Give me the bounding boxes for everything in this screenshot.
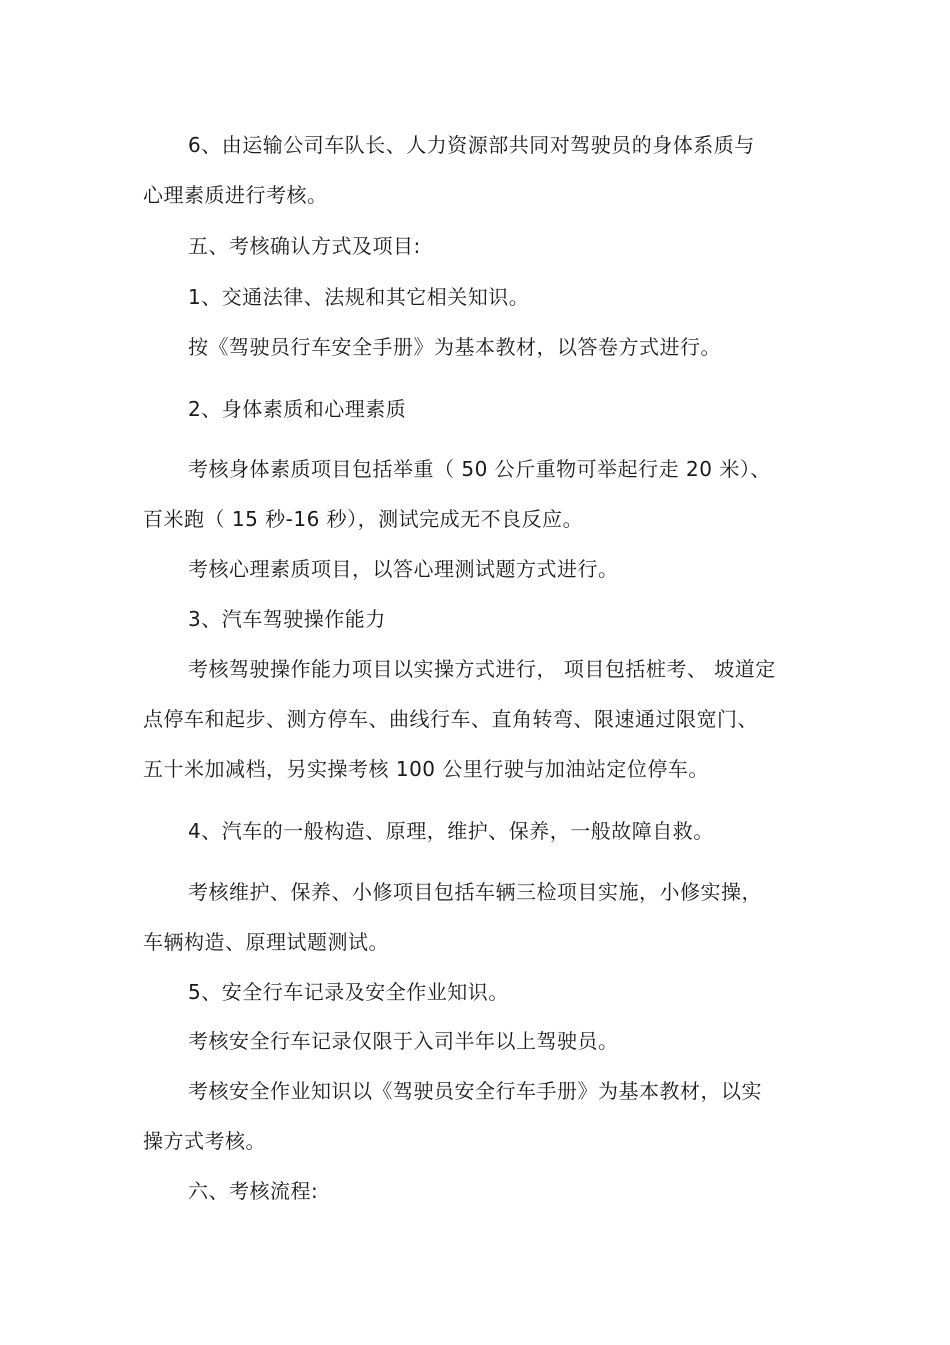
- item-3-text-line-1: 考核驾驶操作能力项目以实操方式进行， 项目包括桩考、 坡道定: [188, 657, 776, 681]
- item-5-heading: 5、安全行车记录及安全作业知识。: [188, 980, 509, 1004]
- item-1-heading: 1、交通法律、法规和其它相关知识。: [188, 285, 530, 309]
- section-6-heading: 六、考核流程:: [188, 1179, 319, 1203]
- item-4-text-line-1: 考核维护、保养、小修项目包括车辆三检项目实施，小修实操，: [188, 880, 762, 904]
- section-5-heading: 五、考核确认方式及项目:: [188, 234, 421, 258]
- item-1-text: 按《驾驶员行车安全手册》为基本教材，以答卷方式进行。: [188, 335, 721, 359]
- paragraph-6-line-1: 6、由运输公司车队长、人力资源部共同对驾驶员的身体系质与: [188, 133, 755, 157]
- item-3-heading: 3、汽车驾驶操作能力: [188, 607, 386, 631]
- item-5-text-1: 考核安全行车记录仅限于入司半年以上驾驶员。: [188, 1029, 619, 1053]
- item-2-heading: 2、身体素质和心理素质: [188, 397, 407, 421]
- item-3-text-line-2: 点停车和起步、测方停车、曲线行车、直角转弯、限速通过限宽门、: [143, 707, 758, 731]
- item-2-text-2: 考核心理素质项目，以答心理测试题方式进行。: [188, 557, 619, 581]
- item-4-heading: 4、汽车的一般构造、原理，维护、保养，一般故障自救。: [188, 819, 714, 843]
- item-3-text-line-3: 五十米加减档，另实操考核 100 公里行驶与加油站定位停车。: [143, 757, 709, 781]
- paragraph-6-line-2: 心理素质进行考核。: [143, 183, 328, 207]
- item-2-text-line-2: 百米跑（ 15 秒-16 秒），测试完成无不良反应。: [143, 507, 584, 531]
- item-4-text-line-2: 车辆构造、原理试题测试。: [143, 930, 389, 954]
- item-5-text-2-line-2: 操方式考核。: [143, 1129, 266, 1153]
- item-2-text-line-1: 考核身体素质项目包括举重（ 50 公斤重物可举起行走 20 米）、: [188, 457, 771, 481]
- item-5-text-2-line-1: 考核安全作业知识以《驾驶员安全行车手册》为基本教材，以实: [188, 1079, 762, 1103]
